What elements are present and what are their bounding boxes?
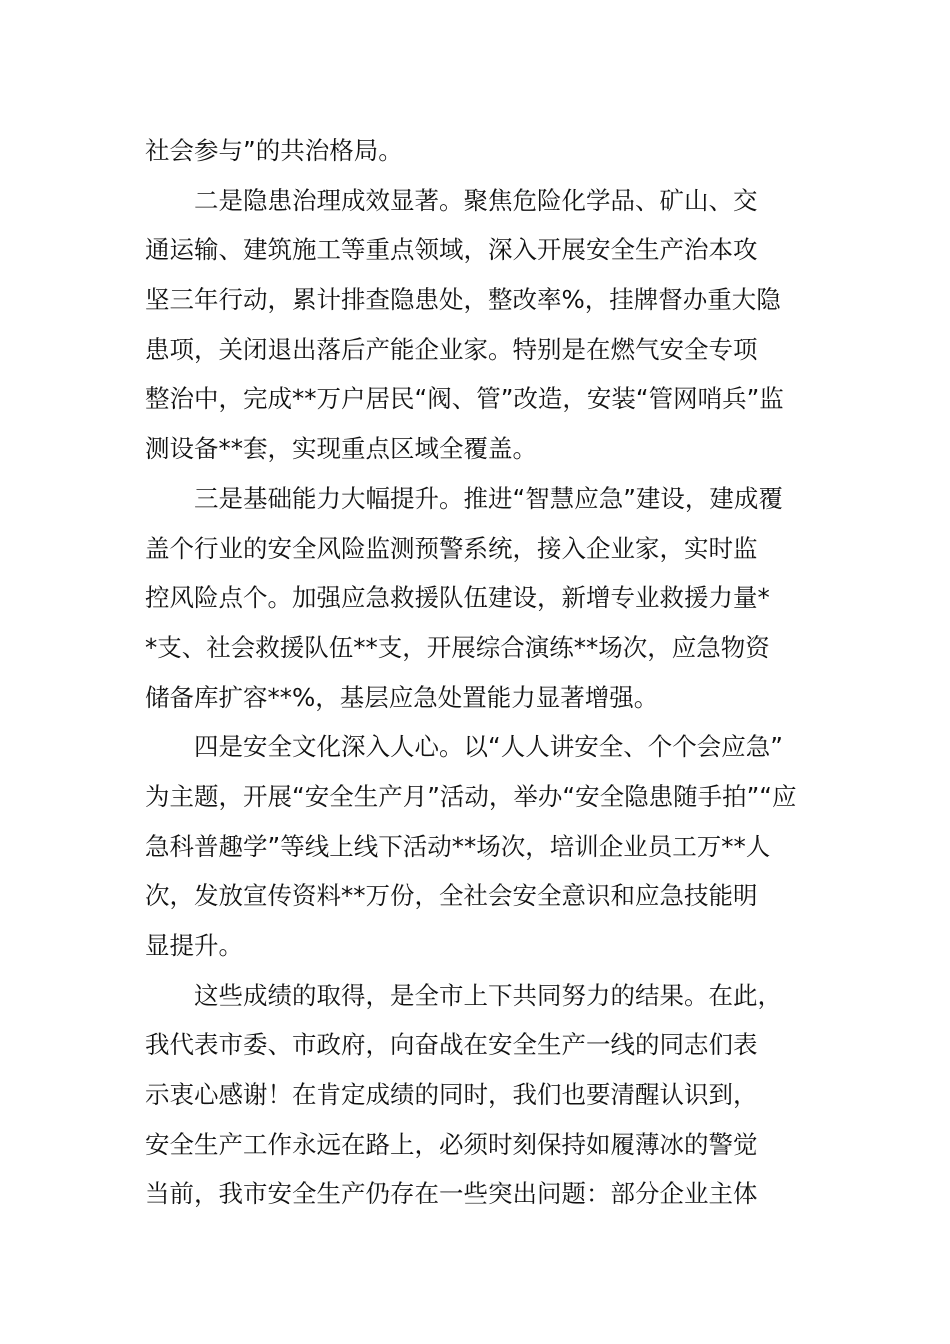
text-line: 安全生产工作永远在路上，必须时刻保持如履薄冰的警觉 <box>145 1129 758 1159</box>
text-line: 盖个行业的安全风险监测预警系统，接入企业家，实时监 <box>145 533 758 563</box>
text-line: 当前，我市安全生产仍存在一些突出问题：部分企业主体 <box>145 1179 758 1209</box>
text-line: 二是隐患治理成效显著。聚焦危险化学品、矿山、交 <box>145 185 758 215</box>
text-line: 为主题，开展“安全生产月”活动，举办“安全隐患随手拍”“应 <box>145 781 797 811</box>
text-line: 储备库扩容**%，基层应急处置能力显著增强。 <box>145 682 659 712</box>
text-line: 坚三年行动，累计排查隐患处，整改率%，挂牌督办重大隐 <box>145 285 781 315</box>
text-line: 控风险点个。加强应急救援队伍建设，新增专业救援力量* <box>145 583 770 613</box>
text-line: 次，发放宣传资料**万份，全社会安全意识和应急技能明 <box>145 881 758 911</box>
text-line: 整治中，完成**万户居民“阀、管”改造，安装“管网哨兵”监 <box>145 384 784 414</box>
text-line: 四是安全文化深入人心。以“人人讲安全、个个会应急” <box>145 732 783 762</box>
text-line: 社会参与”的共治格局。 <box>145 136 403 165</box>
text-line: *支、社会救援队伍**支，开展综合演练**场次，应急物资 <box>145 632 770 662</box>
document-body <box>145 126 810 1219</box>
text-line: 三是基础能力大幅提升。推进“智慧应急”建设，建成覆 <box>145 483 783 513</box>
text-line: 显提升。 <box>145 931 243 960</box>
text-line: 这些成绩的取得，是全市上下共同努力的结果。在此， <box>145 980 782 1010</box>
text-line: 我代表市委、市政府，向奋战在安全生产一线的同志们表 <box>145 1030 758 1060</box>
text-line: 通运输、建筑施工等重点领域，深入开展安全生产治本攻 <box>145 235 758 265</box>
text-line: 示衷心感谢！在肯定成绩的同时，我们也要清醒认识到， <box>145 1080 758 1110</box>
text-line: 患项，关闭退出落后产能企业家。特别是在燃气安全专项 <box>145 334 758 364</box>
text-line: 测设备**套，实现重点区域全覆盖。 <box>145 434 537 464</box>
text-line: 急科普趣学”等线上线下活动**场次，培训企业员工万**人 <box>145 831 771 861</box>
